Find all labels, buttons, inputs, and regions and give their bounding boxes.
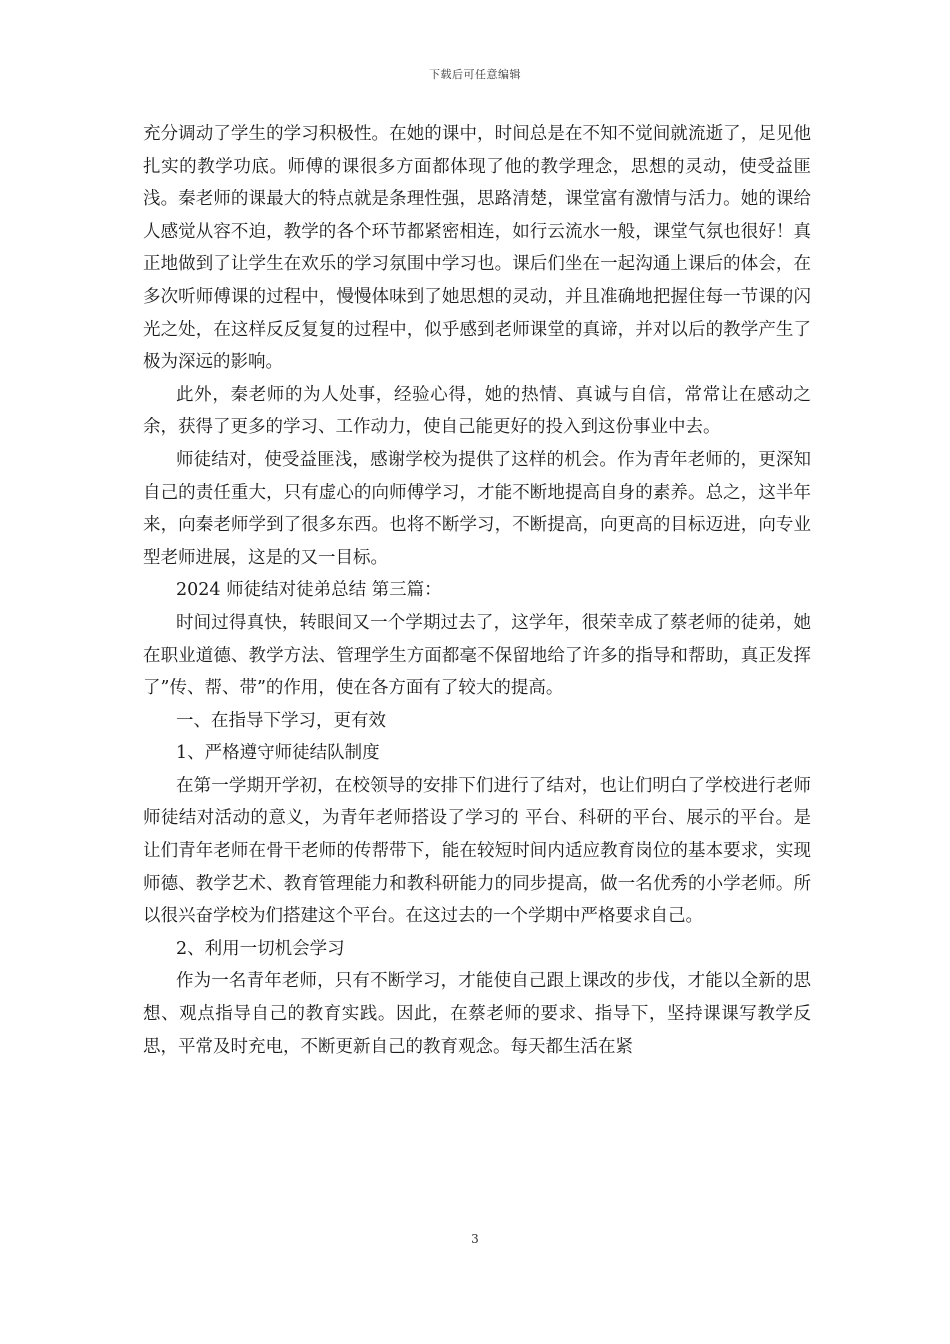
paragraph: 在第一学期开学初，在校领导的安排下们进行了结对，也让们明白了学校进行老师师徒结对活动的意义，为青年老师搭设了学习的 平台、科研的平台、展示的平台。是让们青年老师在骨干老师的传帮带下，能在较短时间内适应教育岗位的基本要求，实现师德、教学艺术、教育管理能力和教科研能力的同步提高，做一名优秀的小学老师。所以很兴奋学校为们搭建这个平台。在这过去的一个学期中严格要求自己。 [143, 775, 811, 927]
paragraph: 此外，秦老师的为人处事，经验心得，她的热情、真诚与自信，常常让在感动之余，获得了更多的学习、工作动力，使自己能更好的投入到这份事业中去。 [143, 384, 811, 438]
section-heading: 一、在指导下学习，更有效 [176, 710, 386, 731]
paragraph: 作为一名青年老师，只有不断学习，才能使自己跟上课改的步伐，才能以全新的思想、观点指导自己的教育实践。因此，在蔡老师的要求、指导下，坚持课课写教学反思，平常及时充电，不断更新自己的教育观念。每天都生活在紧 [143, 971, 811, 1057]
page-header: 下载后可任意编辑 [429, 68, 521, 81]
paragraph: 时间过得真快，转眼间又一个学期过去了，这学年，很荣幸成了蔡老师的徒弟，她在职业道德、教学方法、管理学生方面都毫不保留地给了许多的指导和帮助，真正发挥了”传、帮、带”的作用，使在各方面有了较大的提高。 [143, 612, 811, 699]
document-body [143, 118, 811, 1063]
paragraph: 充分调动了学生的学习积极性。在她的课中，时间总是在不知不觉间就流逝了，足见他扎实的教学功底。师傅的课很多方面都体现了他的教学理念，思想的灵动，使受益匪浅。秦老师的课最大的特点就是条理性强，思路清楚，课堂富有激情与活力。她的课给人感觉从容不迫，教学的各个环节都紧密相连，如行云流水一般，课堂气氛也很好！真正地做到了让学生在欢乐的学习氛围中学习也。课后们坐在一起沟通上课后的体会，在多次听师傅课的过程中，慢慢体味到了她思想的灵动，并且准确地把握住每一节课的闪光之处，在这样反反复复的过程中，似乎感到老师课堂的真谛，并对以后的教学产生了极为深远的影响。 [143, 124, 811, 373]
subsection-heading: 1、严格遵守师徒结队制度 [176, 743, 380, 764]
page-number: 3 [471, 1232, 479, 1246]
subsection-heading: 2、利用一切机会学习 [176, 938, 345, 959]
section-title: 2024 师徒结对徒弟总结 第三篇： [176, 580, 442, 601]
paragraph: 师徒结对，使受益匪浅，感谢学校为提供了这样的机会。作为青年老师的，更深知自己的责任重大，只有虚心的向师傅学习，才能不断地提高自身的素养。总之，这半年来，向秦老师学到了很多东西。也将不断学习，不断提高，向更高的目标迈进，向专业型老师进展，这是的又一目标。 [143, 449, 811, 568]
